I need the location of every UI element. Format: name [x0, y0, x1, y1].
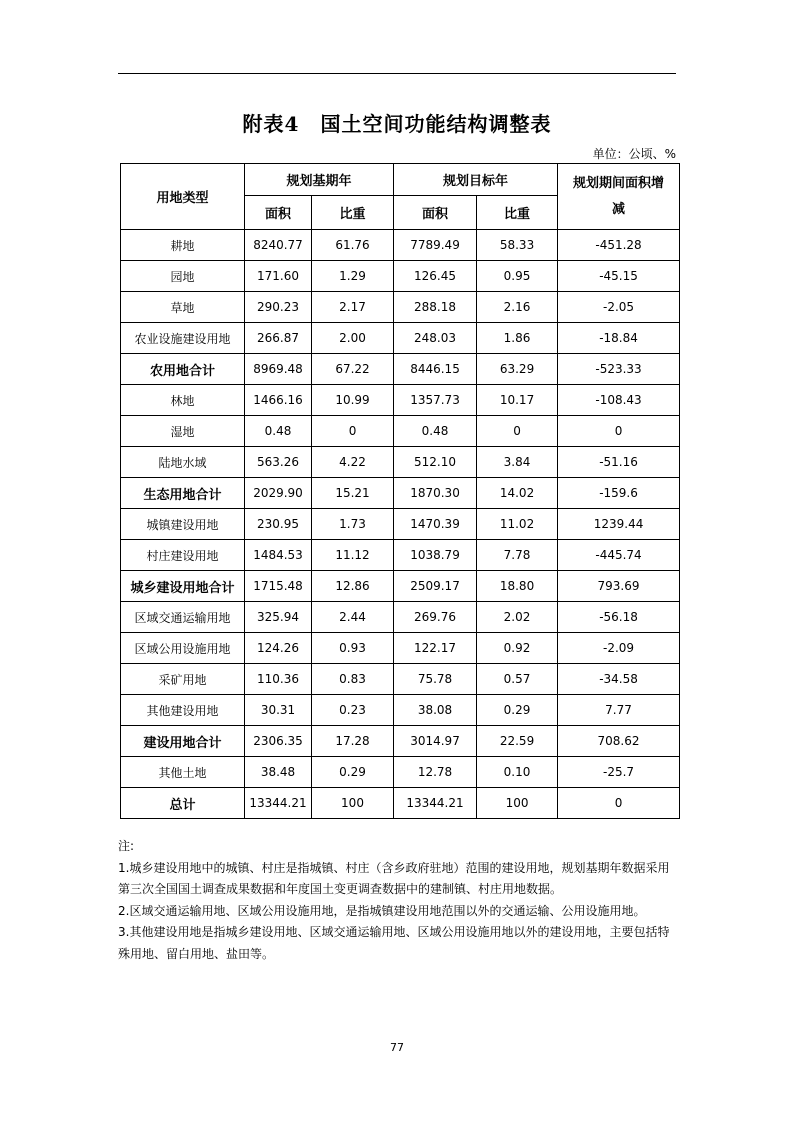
- cell-name: 林地: [121, 385, 245, 416]
- cell-base-area: 8969.48: [245, 354, 312, 385]
- cell-target-area: 126.45: [394, 261, 477, 292]
- cell-change: -2.09: [558, 633, 680, 664]
- note-3: 3.其他建设用地是指城乡建设用地、区域交通运输用地、区域公用设施用地以外的建设用地，主要包括特殊用地、留白用地、盐田等。: [118, 925, 670, 961]
- cell-base-ratio: 100: [312, 788, 394, 819]
- table-row: [121, 509, 680, 540]
- cell-change: 708.62: [558, 726, 680, 757]
- cell-target-ratio: 0.95: [477, 261, 558, 292]
- table-row: [121, 323, 680, 354]
- table-row: [121, 540, 680, 571]
- cell-base-area: 171.60: [245, 261, 312, 292]
- header-base-year: 规划基期年: [245, 164, 394, 196]
- cell-name: 耕地: [121, 230, 245, 261]
- subtotal-row: [121, 788, 680, 819]
- cell-target-ratio: 100: [477, 788, 558, 819]
- cell-name: 生态用地合计: [121, 478, 245, 509]
- table-row: [121, 447, 680, 478]
- cell-target-area: 1470.39: [394, 509, 477, 540]
- unit-label: 单位：公顷、%: [592, 147, 676, 161]
- subtotal-row: [121, 478, 680, 509]
- table-row: [121, 633, 680, 664]
- cell-base-ratio: 17.28: [312, 726, 394, 757]
- cell-base-ratio: 1.29: [312, 261, 394, 292]
- table-row: [121, 757, 680, 788]
- table-row: [121, 230, 680, 261]
- cell-name: 城乡建设用地合计: [121, 571, 245, 602]
- header-base-ratio: 比重: [312, 196, 394, 230]
- cell-name: 农用地合计: [121, 354, 245, 385]
- cell-target-ratio: 0.92: [477, 633, 558, 664]
- header-target-ratio: 比重: [477, 196, 558, 230]
- note-2: 2.区域交通运输用地、区域公用设施用地，是指城镇建设用地范围以外的交通运输、公用设施用地。: [118, 903, 646, 918]
- header-target-area: 面积: [394, 196, 477, 230]
- header-rule: [118, 73, 676, 74]
- cell-base-ratio: 2.44: [312, 602, 394, 633]
- cell-target-area: 75.78: [394, 664, 477, 695]
- cell-base-area: 30.31: [245, 695, 312, 726]
- cell-base-area: 110.36: [245, 664, 312, 695]
- cell-target-area: 1038.79: [394, 540, 477, 571]
- cell-name: 其他建设用地: [121, 695, 245, 726]
- cell-target-ratio: 3.84: [477, 447, 558, 478]
- cell-change: -51.16: [558, 447, 680, 478]
- table-row: [121, 664, 680, 695]
- header-land-type: 用地类型: [121, 164, 245, 230]
- cell-name: 城镇建设用地: [121, 509, 245, 540]
- cell-target-area: 269.76: [394, 602, 477, 633]
- cell-base-ratio: 0.23: [312, 695, 394, 726]
- cell-base-area: 325.94: [245, 602, 312, 633]
- cell-change: 793.69: [558, 571, 680, 602]
- cell-name: 总计: [121, 788, 245, 819]
- table-row: [121, 261, 680, 292]
- cell-target-area: 8446.15: [394, 354, 477, 385]
- page-number: 77: [390, 1041, 404, 1054]
- cell-change: -45.15: [558, 261, 680, 292]
- cell-target-ratio: 58.33: [477, 230, 558, 261]
- cell-name: 湿地: [121, 416, 245, 447]
- subtotal-row: [121, 354, 680, 385]
- cell-base-ratio: 10.99: [312, 385, 394, 416]
- cell-change: -34.58: [558, 664, 680, 695]
- cell-target-ratio: 0.10: [477, 757, 558, 788]
- header-change: 规划期间面积增减: [558, 164, 680, 230]
- cell-base-ratio: 1.73: [312, 509, 394, 540]
- table-row: [121, 416, 680, 447]
- cell-base-area: 2029.90: [245, 478, 312, 509]
- cell-target-ratio: 18.80: [477, 571, 558, 602]
- cell-base-area: 230.95: [245, 509, 312, 540]
- cell-base-ratio: 2.17: [312, 292, 394, 323]
- cell-target-area: 3014.97: [394, 726, 477, 757]
- table-row: [121, 385, 680, 416]
- cell-target-area: 13344.21: [394, 788, 477, 819]
- page-title: 附表4 国土空间功能结构调整表: [242, 112, 552, 136]
- cell-base-area: 1715.48: [245, 571, 312, 602]
- cell-base-area: 1484.53: [245, 540, 312, 571]
- cell-target-area: 0.48: [394, 416, 477, 447]
- cell-name: 草地: [121, 292, 245, 323]
- cell-target-ratio: 11.02: [477, 509, 558, 540]
- cell-name: 其他土地: [121, 757, 245, 788]
- cell-name: 区域交通运输用地: [121, 602, 245, 633]
- header-base-area: 面积: [245, 196, 312, 230]
- cell-target-area: 2509.17: [394, 571, 477, 602]
- cell-target-area: 1870.30: [394, 478, 477, 509]
- cell-base-ratio: 4.22: [312, 447, 394, 478]
- cell-base-area: 124.26: [245, 633, 312, 664]
- cell-target-ratio: 1.86: [477, 323, 558, 354]
- subtotal-row: [121, 571, 680, 602]
- cell-base-ratio: 0.83: [312, 664, 394, 695]
- cell-change: -25.7: [558, 757, 680, 788]
- cell-change: -445.74: [558, 540, 680, 571]
- cell-change: 0: [558, 788, 680, 819]
- cell-name: 陆地水域: [121, 447, 245, 478]
- cell-target-area: 38.08: [394, 695, 477, 726]
- cell-base-area: 8240.77: [245, 230, 312, 261]
- note-1: 1.城乡建设用地中的城镇、村庄是指城镇、村庄（含乡政府驻地）范围的建设用地，规划基期年数据采用第三次全国国土调查成果数据和年度国土变更调查数据中的建制镇、村庄用地数据。: [118, 860, 670, 896]
- land-structure-table: [120, 163, 680, 819]
- cell-change: -2.05: [558, 292, 680, 323]
- cell-base-area: 1466.16: [245, 385, 312, 416]
- cell-change: 1239.44: [558, 509, 680, 540]
- cell-base-area: 0.48: [245, 416, 312, 447]
- cell-change: -18.84: [558, 323, 680, 354]
- cell-change: -108.43: [558, 385, 680, 416]
- cell-target-area: 512.10: [394, 447, 477, 478]
- notes: [118, 836, 680, 965]
- cell-target-ratio: 63.29: [477, 354, 558, 385]
- cell-target-area: 12.78: [394, 757, 477, 788]
- cell-change: -159.6: [558, 478, 680, 509]
- cell-base-ratio: 2.00: [312, 323, 394, 354]
- cell-target-area: 288.18: [394, 292, 477, 323]
- cell-name: 建设用地合计: [121, 726, 245, 757]
- cell-base-area: 266.87: [245, 323, 312, 354]
- cell-name: 村庄建设用地: [121, 540, 245, 571]
- cell-base-ratio: 11.12: [312, 540, 394, 571]
- cell-target-ratio: 14.02: [477, 478, 558, 509]
- cell-target-area: 122.17: [394, 633, 477, 664]
- cell-base-ratio: 67.22: [312, 354, 394, 385]
- cell-name: 采矿用地: [121, 664, 245, 695]
- cell-base-area: 13344.21: [245, 788, 312, 819]
- cell-base-area: 2306.35: [245, 726, 312, 757]
- cell-target-ratio: 7.78: [477, 540, 558, 571]
- cell-target-area: 7789.49: [394, 230, 477, 261]
- cell-base-ratio: 15.21: [312, 478, 394, 509]
- cell-name: 农业设施建设用地: [121, 323, 245, 354]
- cell-change: -451.28: [558, 230, 680, 261]
- cell-base-ratio: 0.29: [312, 757, 394, 788]
- cell-target-ratio: 0.29: [477, 695, 558, 726]
- subtotal-row: [121, 726, 680, 757]
- cell-target-ratio: 2.02: [477, 602, 558, 633]
- table-row: [121, 695, 680, 726]
- cell-change: -56.18: [558, 602, 680, 633]
- cell-base-ratio: 0.93: [312, 633, 394, 664]
- cell-base-area: 290.23: [245, 292, 312, 323]
- cell-base-area: 563.26: [245, 447, 312, 478]
- cell-change: 7.77: [558, 695, 680, 726]
- cell-target-ratio: 0: [477, 416, 558, 447]
- header-target-year: 规划目标年: [394, 164, 558, 196]
- cell-name: 园地: [121, 261, 245, 292]
- table-row: [121, 602, 680, 633]
- cell-target-ratio: 0.57: [477, 664, 558, 695]
- cell-target-area: 1357.73: [394, 385, 477, 416]
- cell-target-ratio: 22.59: [477, 726, 558, 757]
- notes-label: 注:: [118, 839, 135, 853]
- cell-change: 0: [558, 416, 680, 447]
- table-row: [121, 292, 680, 323]
- cell-name: 区域公用设施用地: [121, 633, 245, 664]
- cell-target-area: 248.03: [394, 323, 477, 354]
- cell-base-ratio: 61.76: [312, 230, 394, 261]
- cell-target-ratio: 10.17: [477, 385, 558, 416]
- cell-target-ratio: 2.16: [477, 292, 558, 323]
- cell-base-area: 38.48: [245, 757, 312, 788]
- cell-base-ratio: 0: [312, 416, 394, 447]
- cell-change: -523.33: [558, 354, 680, 385]
- cell-base-ratio: 12.86: [312, 571, 394, 602]
